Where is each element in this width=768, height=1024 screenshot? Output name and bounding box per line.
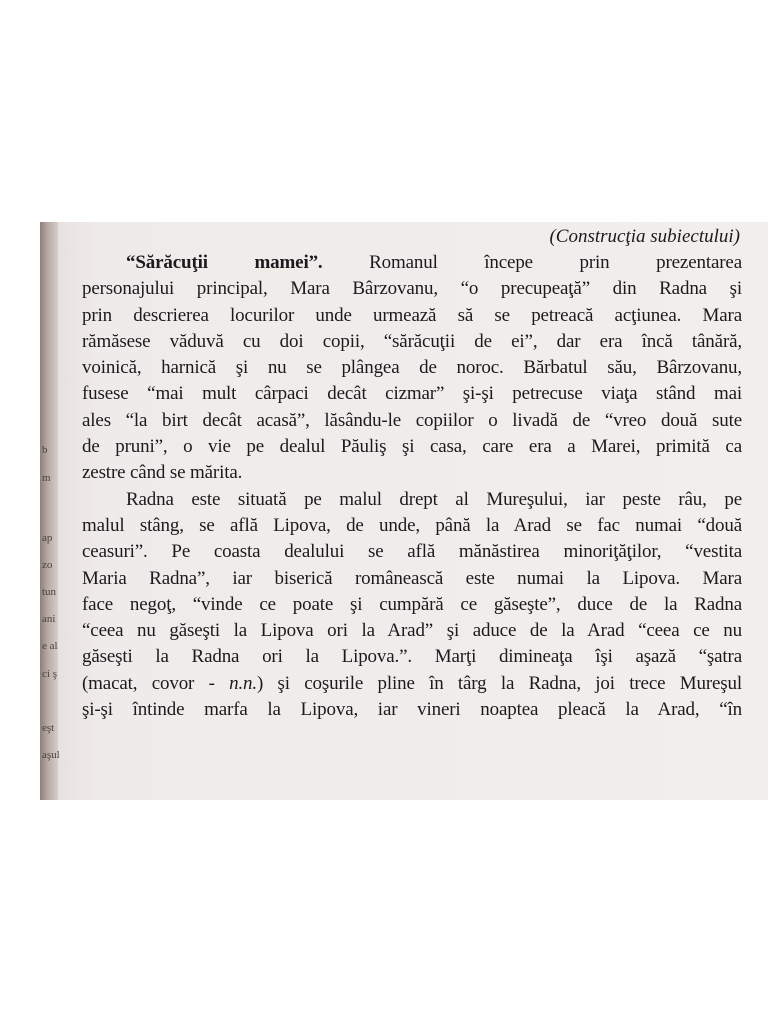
text-line: ceasuri”. Pe coasta dealului se află mănăstirea minoriţăţilor, “vestita: [82, 541, 742, 563]
prev-page-fragment: zo: [42, 559, 53, 571]
prev-page-fragment: aşul: [42, 749, 60, 761]
prev-page-fragment: b: [42, 444, 48, 456]
text-line: ales “la birt decât acasă”, lăsându-le copiilor o livadă de “vreo două sute: [82, 409, 742, 431]
text-line: Maria Radna”, iar biserică românească este numai la Lipova. Mara: [82, 567, 742, 589]
text-line: şi-şi întinde marfa la Lipova, iar vineri noaptea pleacă la Arad, “în: [82, 699, 742, 721]
text-line: rămăsese văduvă cu doi copii, “sărăcuţii de ei”, dar era încă tânără,: [82, 330, 742, 352]
section-heading: (Construcţia subiectului): [549, 226, 740, 247]
previous-page-edge: [42, 222, 62, 800]
text-line: de pruni”, o vie pe dealul Păuliş şi casa, care era a Marei, primită ca: [82, 436, 742, 458]
text-line: (macat, covor - n.n.) şi coşurile pline în târg la Radna, joi trece Mureşul: [82, 672, 743, 694]
text-line: prin descrierea locurilor unde urmează să se petreacă acţiunea. Mara: [82, 304, 742, 326]
scanned-page-photo: [40, 222, 768, 800]
prev-page-fragment: ani: [42, 613, 56, 625]
text-line: malul stâng, se află Lipova, de unde, până la Arad se fac numai “două: [82, 514, 742, 536]
paragraph-2: [82, 487, 742, 724]
text-line: face negoţ, “vinde ce poate şi cumpără ce găseşte”, duce de la Radna: [82, 593, 742, 615]
paragraph-title: “Sărăcuţii mamei”.: [126, 252, 323, 273]
text-line: “Sărăcuţii mamei”. Romanul începe prin prezentarea: [126, 252, 742, 273]
prev-page-fragment: tun: [42, 586, 57, 598]
editor-note: n.n.: [229, 672, 257, 694]
book-page-text: [82, 224, 742, 723]
text-line: găseşti la Radna ori la Lipova.”. Marţi dimineaţa îşi aşază “şatra: [82, 646, 742, 668]
text-line: personajului principal, Mara Bârzovanu, “o precupeaţă” din Radna şi: [82, 278, 742, 300]
prev-page-fragment: e al: [42, 640, 58, 652]
text-line: voinică, harnică şi nu se plângea de noroc. Bărbatul său, Bârzovanu,: [82, 357, 742, 379]
prev-page-fragment: eşt: [42, 722, 55, 734]
prev-page-fragment: ap: [42, 532, 53, 544]
prev-page-fragment: m: [42, 472, 51, 484]
text-line: “ceea nu găseşti la Lipova ori la Arad” şi aduce de la Arad “ceea ce nu: [82, 620, 742, 642]
text-line: fusese “mai mult cârpaci decât cizmar” şi-şi petrecuse viaţa stând mai: [82, 383, 742, 405]
paragraph-1: [82, 250, 742, 487]
prev-page-fragment: ci ş: [42, 668, 57, 680]
text-line: zestre când se mărita.: [82, 462, 243, 484]
text-line: Radna este situată pe malul drept al Mureşului, iar peste râu, pe: [126, 488, 742, 510]
